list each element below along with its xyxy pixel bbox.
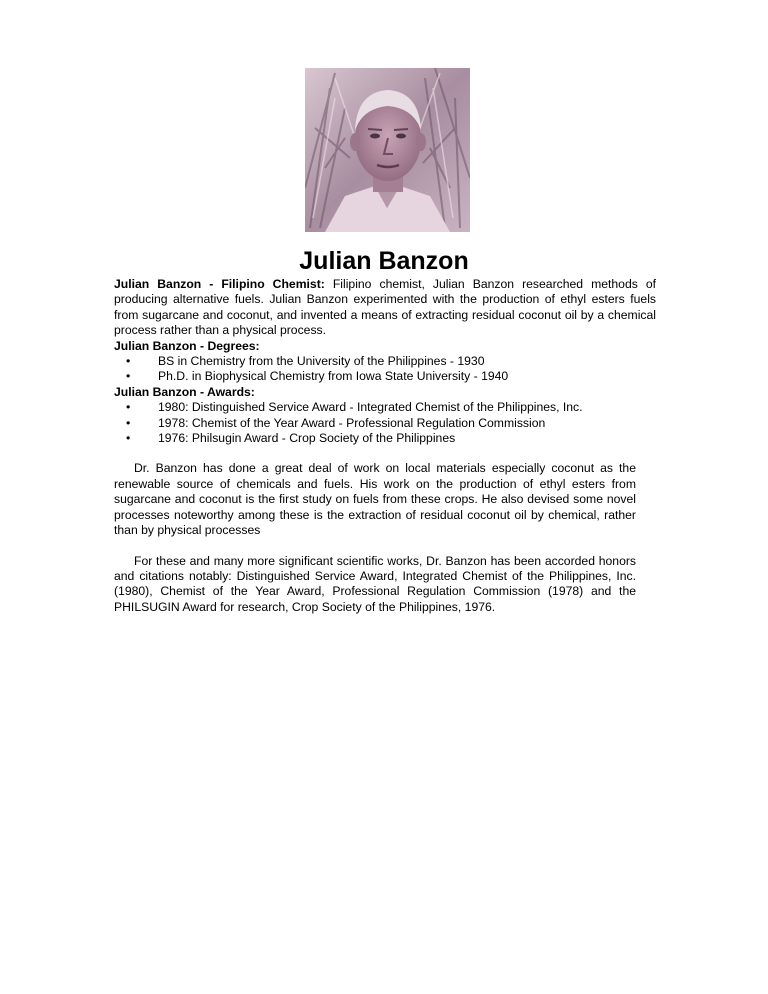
award-text: 1980: Distinguished Service Award - Integrated Chemist of the Philippines, Inc. [158, 400, 583, 415]
bullet-icon: • [126, 354, 131, 369]
degree-text: Ph.D. in Biophysical Chemistry from Iowa State University - 1940 [158, 369, 509, 384]
bullet-icon: • [126, 400, 131, 415]
bullet-icon: • [126, 431, 131, 446]
intro-label: Julian Banzon - Filipino Chemist: [114, 277, 325, 291]
list-item [114, 369, 656, 384]
intro-paragraph [114, 277, 656, 339]
degrees-heading: Julian Banzon - Degrees: [114, 338, 260, 353]
bullet-icon: • [126, 415, 131, 430]
list-item [114, 431, 656, 446]
document-body [114, 277, 656, 615]
portrait-photo [305, 68, 470, 232]
awards-heading: Julian Banzon - Awards: [114, 384, 255, 399]
degrees-list [114, 354, 656, 385]
list-item [114, 400, 656, 415]
list-item [114, 354, 656, 369]
portrait-image [305, 68, 470, 232]
page-title: Julian Banzon [299, 247, 469, 275]
awards-list [114, 400, 656, 446]
list-item [114, 416, 656, 431]
degree-text: BS in Chemistry from the University of the Philippines - 1930 [158, 354, 485, 369]
award-text: 1976: Philsugin Award - Crop Society of the Philippines [158, 431, 456, 446]
body-paragraph: For these and many more significant scientific works, Dr. Banzon has been accorded honors and citations notably: Distinguished Service Award, Integrated Chemist of the Philippines, Inc. (1980), Chemist of the Year Award, Professional Regulation Commission (1978) and the PHILSUGIN Award for research, Crop Society of the Philippines, 1976. [114, 553, 636, 614]
body-paragraph: Dr. Banzon has done a great deal of work on local materials especially coconut as the renewable source of chemicals and fuels. His work on the production of ethyl esters from sugarcane and coconut is the first study on fuels from these crops. He also devised some novel processes noteworthy among these is the extraction of residual coconut oil by chemical, rather than by physical processes [114, 461, 636, 538]
intro-text: Filipino chemist, Julian Banzon researched methods of producing alternative fuels. Julian Banzon experimented with the production of ethyl esters fuels from sugarcane and coconut, and invented a means of extracting residual coconut oil by a chemical process rather than a physical process. [114, 277, 657, 338]
bullet-icon: • [126, 369, 131, 384]
award-text: 1978: Chemist of the Year Award - Professional Regulation Commission [158, 415, 546, 430]
